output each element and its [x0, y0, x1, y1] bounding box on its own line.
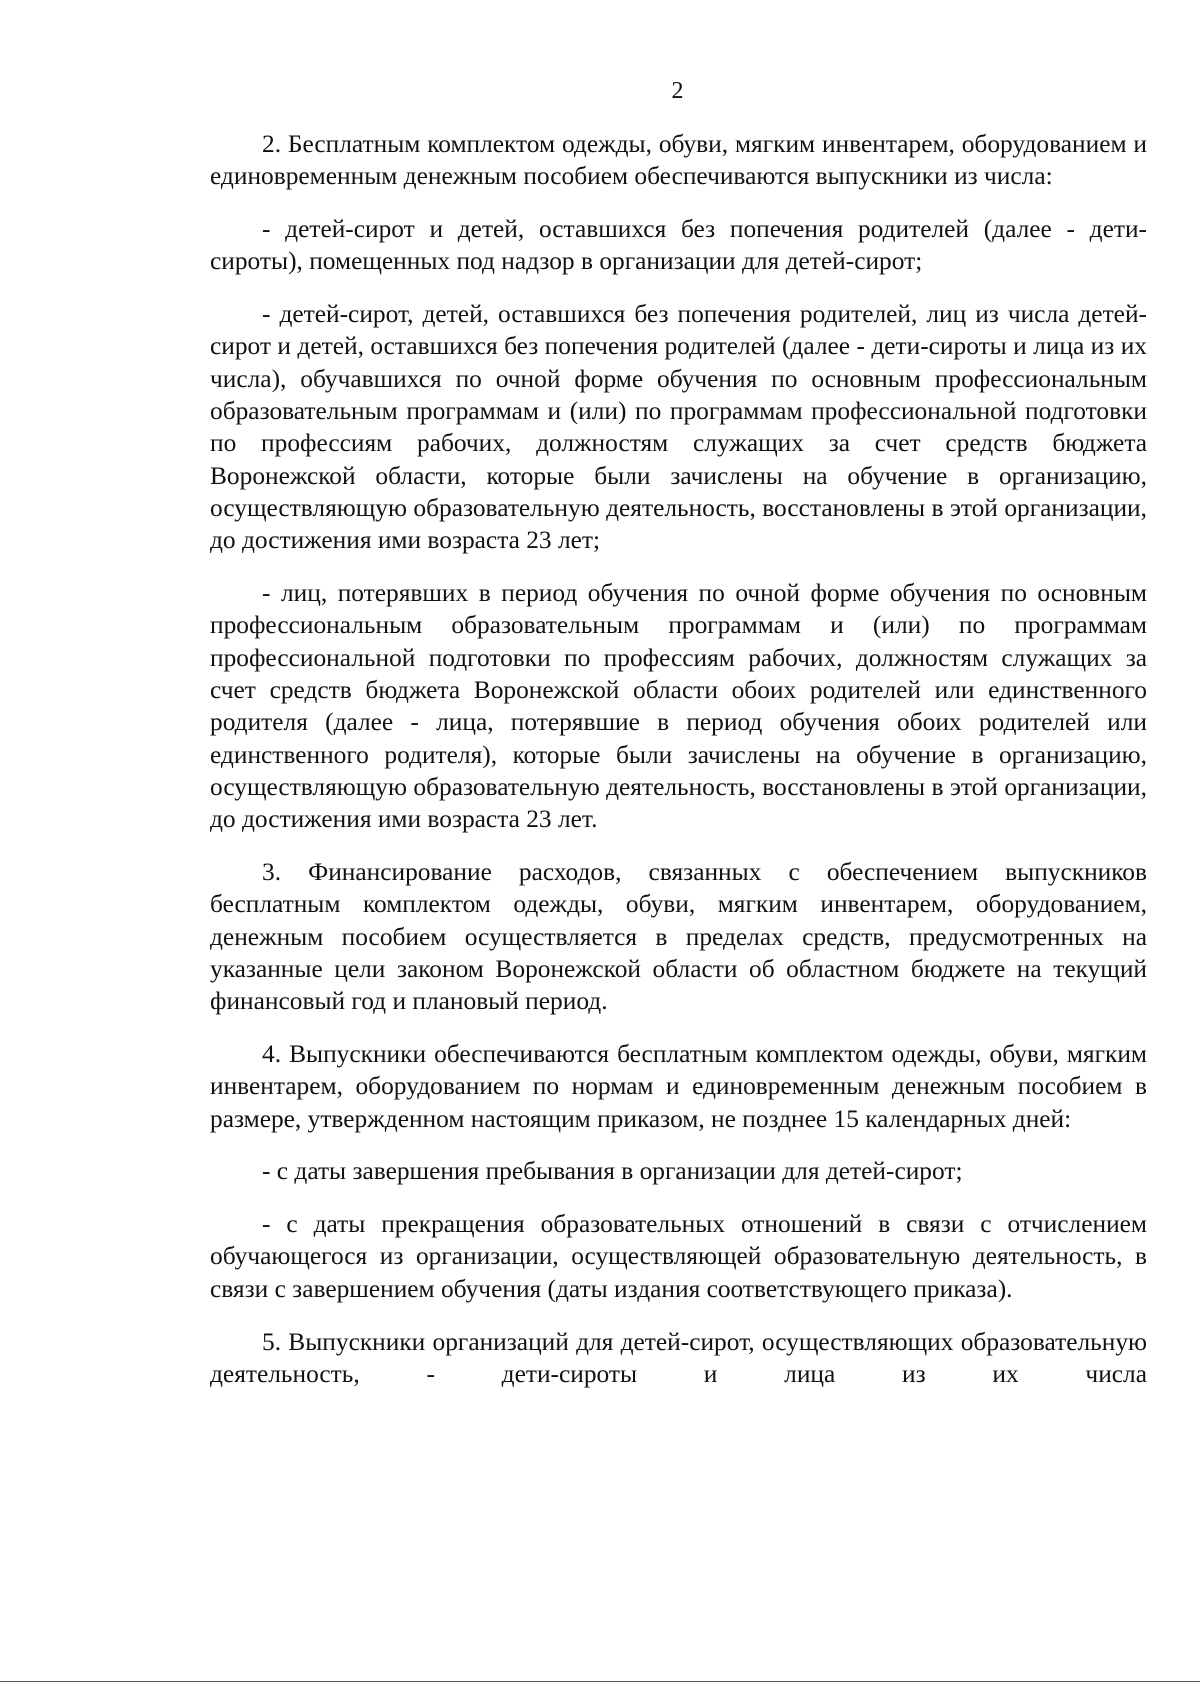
page-bottom-edge [0, 1681, 1200, 1682]
paragraph-4-provision-terms: 4. Выпускники обеспечиваются бесплатным комплектом одежды, обуви, мягким инвентарем, оборудованием по нормам и единовременным денежным пособием в размере, утвержденном настоящим приказом, не позднее 15 календарных дней: [210, 1039, 1147, 1133]
paragraph-3-financing: 3. Финансирование расходов, связанных с обеспечением выпускников бесплатным комплектом одежды, обуви, мягким инвентарем, оборудованием, денежным пособием осуществляется в пределах средств, предусмотренных на указанные цели законом Воронежской области об областном бюджете на текущий финансовый год и плановый период. [210, 857, 1147, 1016]
list-item-date-stay-end: - с даты завершения пребывания в организации для детей-сирот; [262, 1157, 963, 1186]
list-item-date-education-end: - с даты прекращения образовательных отношений в связи с отчислением обучающегося из организации, осуществляющей образовательную деятельность, в связи с завершением обучения (даты издания соответствующего приказа). [210, 1210, 1147, 1303]
list-item-persons-lost-parents: - лиц, потерявших в период обучения по очной форме обучения по основным профессиональным образовательным программам и (или) по программам профессиональной подготовки по профессиям рабочих, должностям служащих за счет средств бюджета Воронежской области обоих родителей или единственного родителя (далее - лица, потерявшие в период обучения обоих родителей или единственного родителя), которые были зачислены на обучение в организацию, осуществляющую образовательную деятельность, восстановлены в этой организации, до достижения ими возраста 23 лет. [210, 579, 1147, 834]
document-body [210, 128, 1147, 1390]
page-number: 2 [671, 78, 684, 104]
list-item-orphans-students: - детей-сирот, детей, оставшихся без попечения родителей, лиц из числа детей-сирот и детей, оставшихся без попечения родителей (далее - дети-сироты и лица из их числа), обучавшихся по очной форме обучения по основным профессиональным образовательным программам и (или) по программам профессиональной подготовки по профессиям рабочих, должностям служащих за счет средств бюджета Воронежской области, которые были зачислены на обучение в организацию, осуществляющую образовательную деятельность, восстановлены в этой организации, до достижения ими возраста 23 лет; [210, 300, 1147, 555]
paragraph-5-graduates: 5. Выпускники организаций для детей-сирот, осуществляющих образовательную деятельность, - дети-сироты и лица из их числа [210, 1327, 1147, 1388]
paragraph-2-intro: 2. Бесплатным комплектом одежды, обуви, мягким инвентарем, оборудованием и единовременным денежным пособием обеспечиваются выпускники из числа: [210, 130, 1147, 191]
list-item-orphans-under-supervision: - детей-сирот и детей, оставшихся без попечения родителей (далее - дети-сироты), помещенных под надзор в организации для детей-сирот; [210, 215, 1147, 276]
